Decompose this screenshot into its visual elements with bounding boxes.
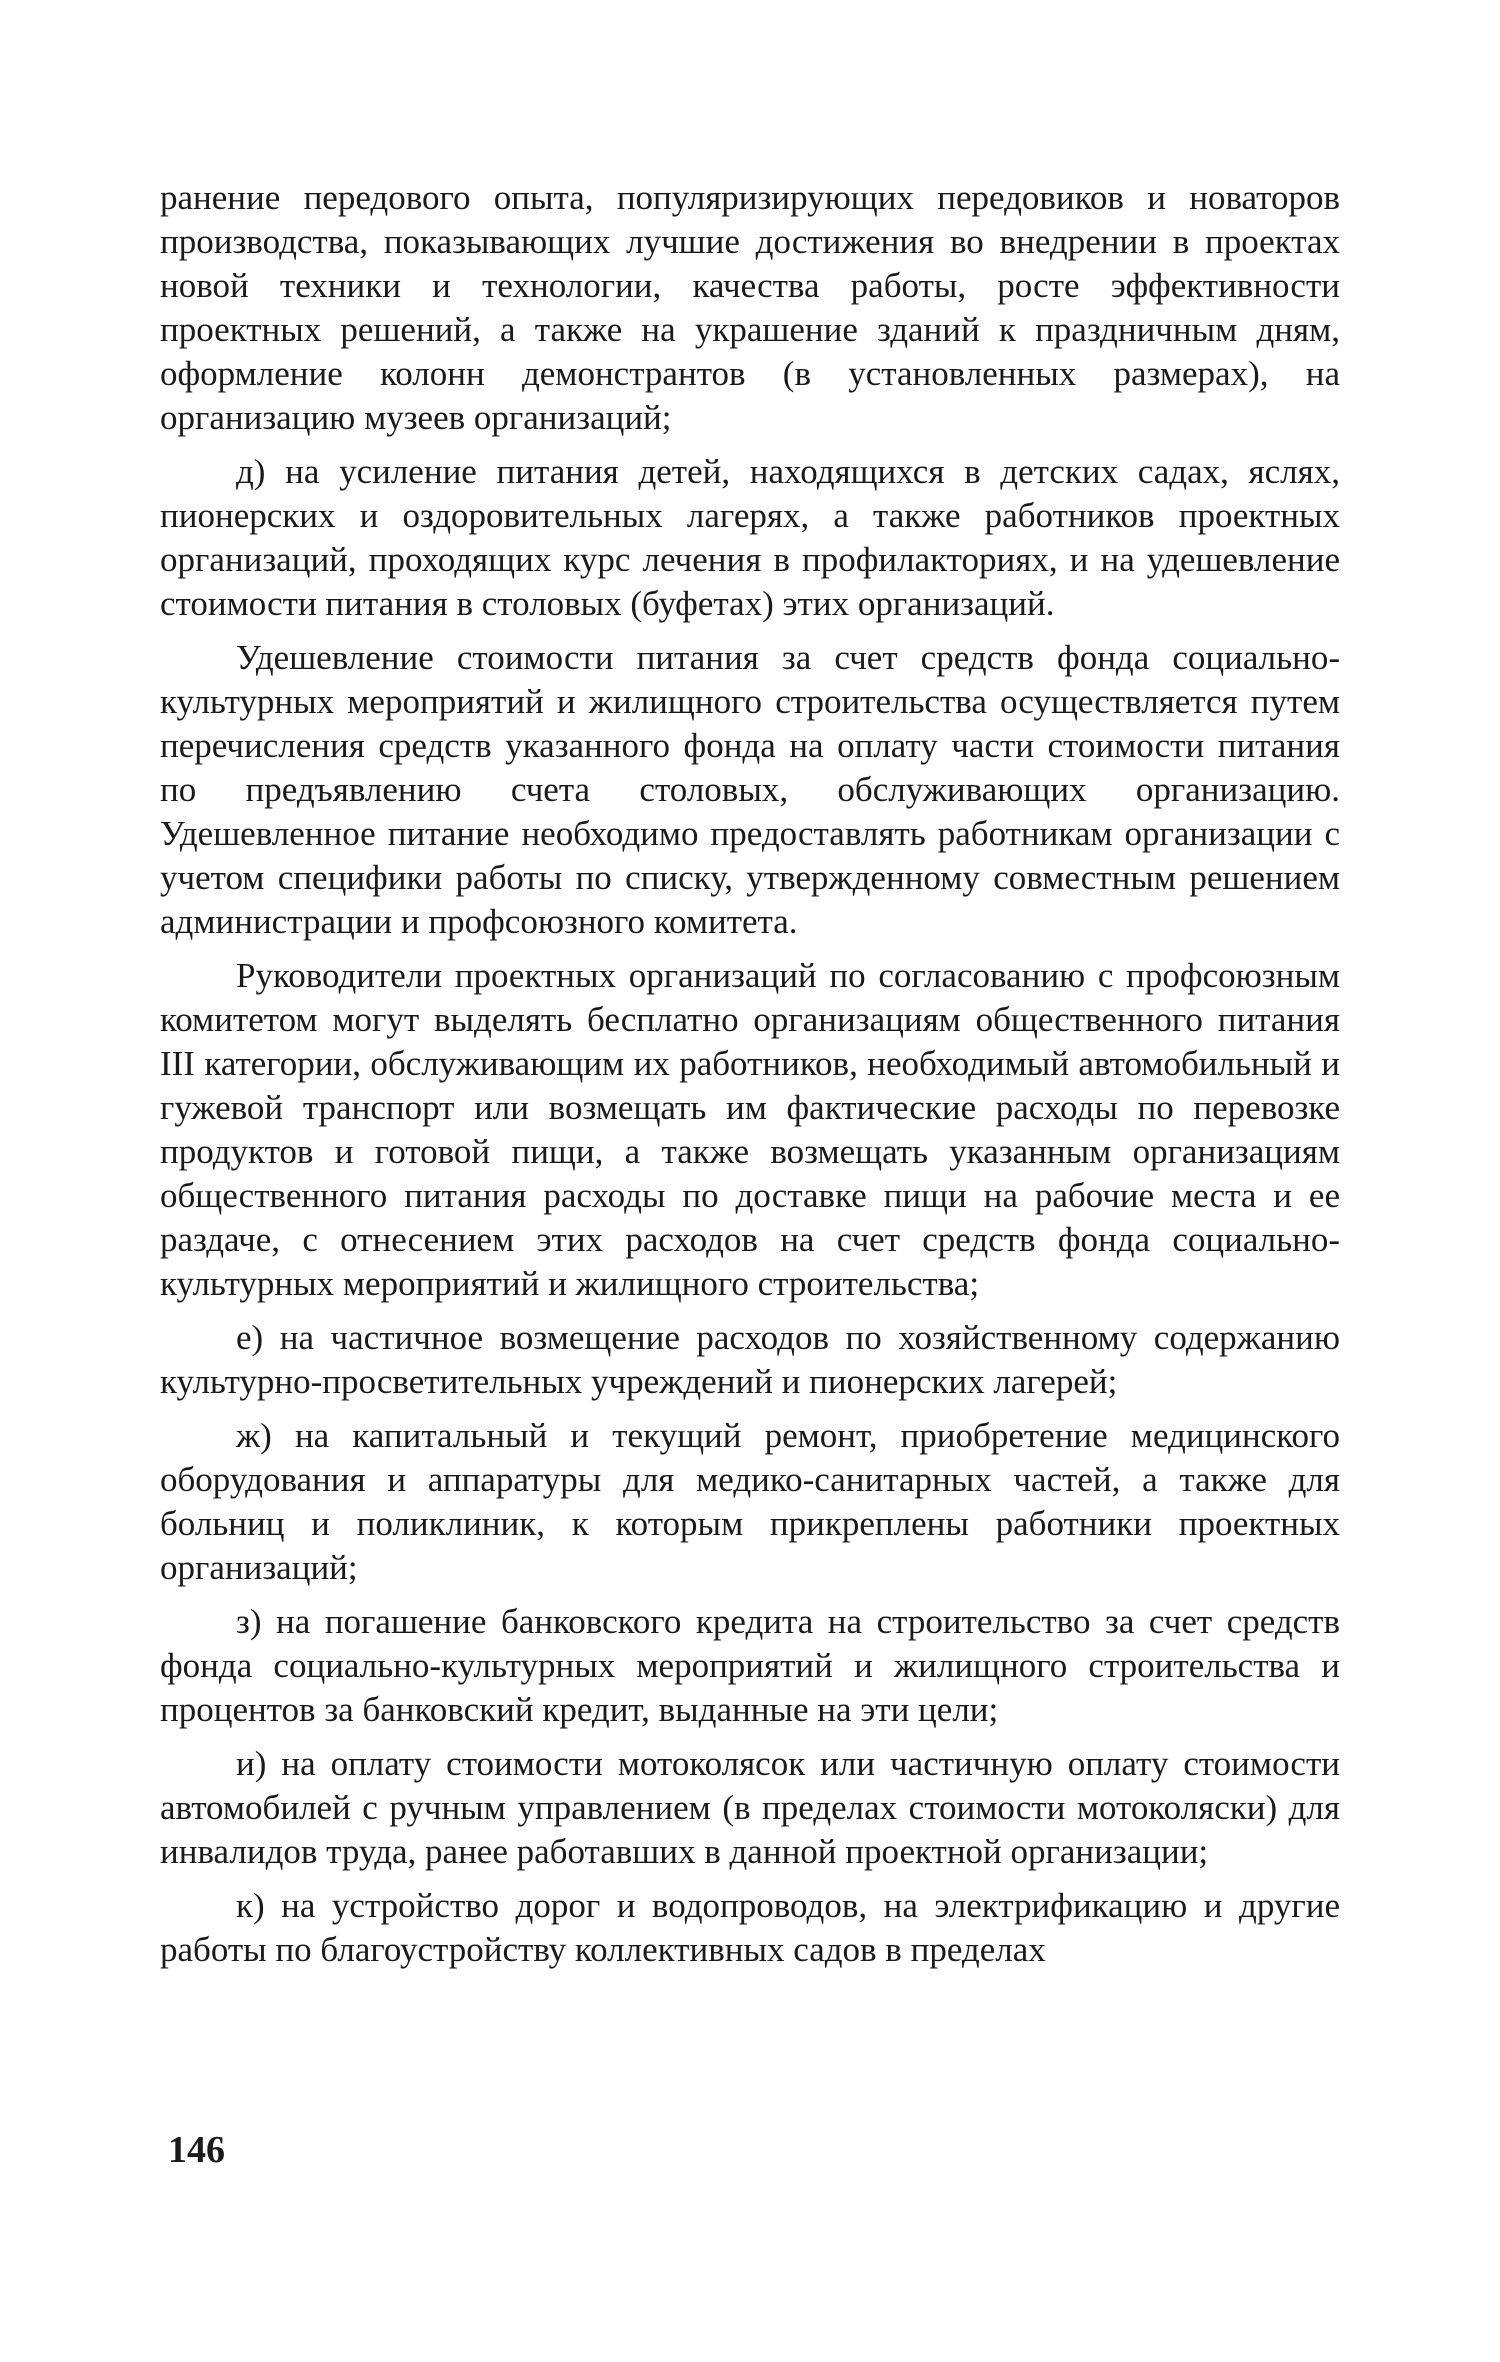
paragraph-food-subsidy: Удешевление стоимости питания за счет средств фонда социально-культурных мероприятий и жилищного строительства осуществляется путем перечисления средств указанного фонда на оплату части стоимости питания по предъявлению счета столовых, обслуживающих организацию. Удешевленное питание необходимо предоставлять работникам организации с учетом специфики работы по списку, утвержденному совместным решением администрации и профсоюзного комитета. (160, 638, 1340, 941)
page-body (160, 176, 1340, 1972)
paragraph-item-k: к) на устройство дорог и водопроводов, на электрификацию и другие работы по благоустройству коллективных садов в пределах (160, 1886, 1340, 1969)
paragraph-item-d: д) на усиление питания детей, находящихся в детских садах, яслях, пионерских и оздоровительных лагерях, а также работников проектных организаций, проходящих курс лечения в профилакториях, и на удешевление стоимости питания в столовых (буфетах) этих организаций. (160, 452, 1340, 623)
page-number: 146 (168, 2129, 225, 2171)
paragraph-item-zh: ж) на капитальный и текущий ремонт, приобретение медицинского оборудования и аппаратуры для медико-санитарных частей, а также для больниц и поликлиник, к которым прикреплены работники проектных организаций; (160, 1416, 1340, 1587)
paragraph-managers: Руководители проектных организаций по согласованию с профсоюзным комитетом могут выделять бесплатно организациям общественного питания III категории, обслуживающим их работников, необходимый автомобильный и гужевой транспорт или возмещать им фактические расходы по перевозке продуктов и готовой пищи, а также возмещать указанным организациям общественного питания расходы по доставке пищи на рабочие места и ее раздаче, с отнесением этих расходов на счет средств фонда социально-культурных мероприятий и жилищного строительства; (160, 956, 1340, 1303)
paragraph-item-z: з) на погашение банковского кредита на строительство за счет средств фонда социально-культурных мероприятий и жилищного строительства и процентов за банковский кредит, выданные на эти цели; (160, 1602, 1340, 1729)
paragraph-1: ранение передового опыта, популяризирующих передовиков и новаторов производства, показывающих лучшие достижения во внедрении в проектах новой техники и технологии, качества работы, росте эффективности проектных решений, а также на украшение зданий к праздничным дням, оформление колонн демонстрантов (в установленных размерах), на организацию музеев организаций; (160, 178, 1340, 437)
paragraph-item-i: и) на оплату стоимости мотоколясок или частичную оплату стоимости автомобилей с ручным управлением (в пределах стоимости мотоколяски) для инвалидов труда, ранее работавших в данной проектной организации; (160, 1744, 1340, 1871)
paragraph-item-e: е) на частичное возмещение расходов по хозяйственному содержанию культурно-просветительных учреждений и пионерских лагерей; (160, 1318, 1340, 1401)
